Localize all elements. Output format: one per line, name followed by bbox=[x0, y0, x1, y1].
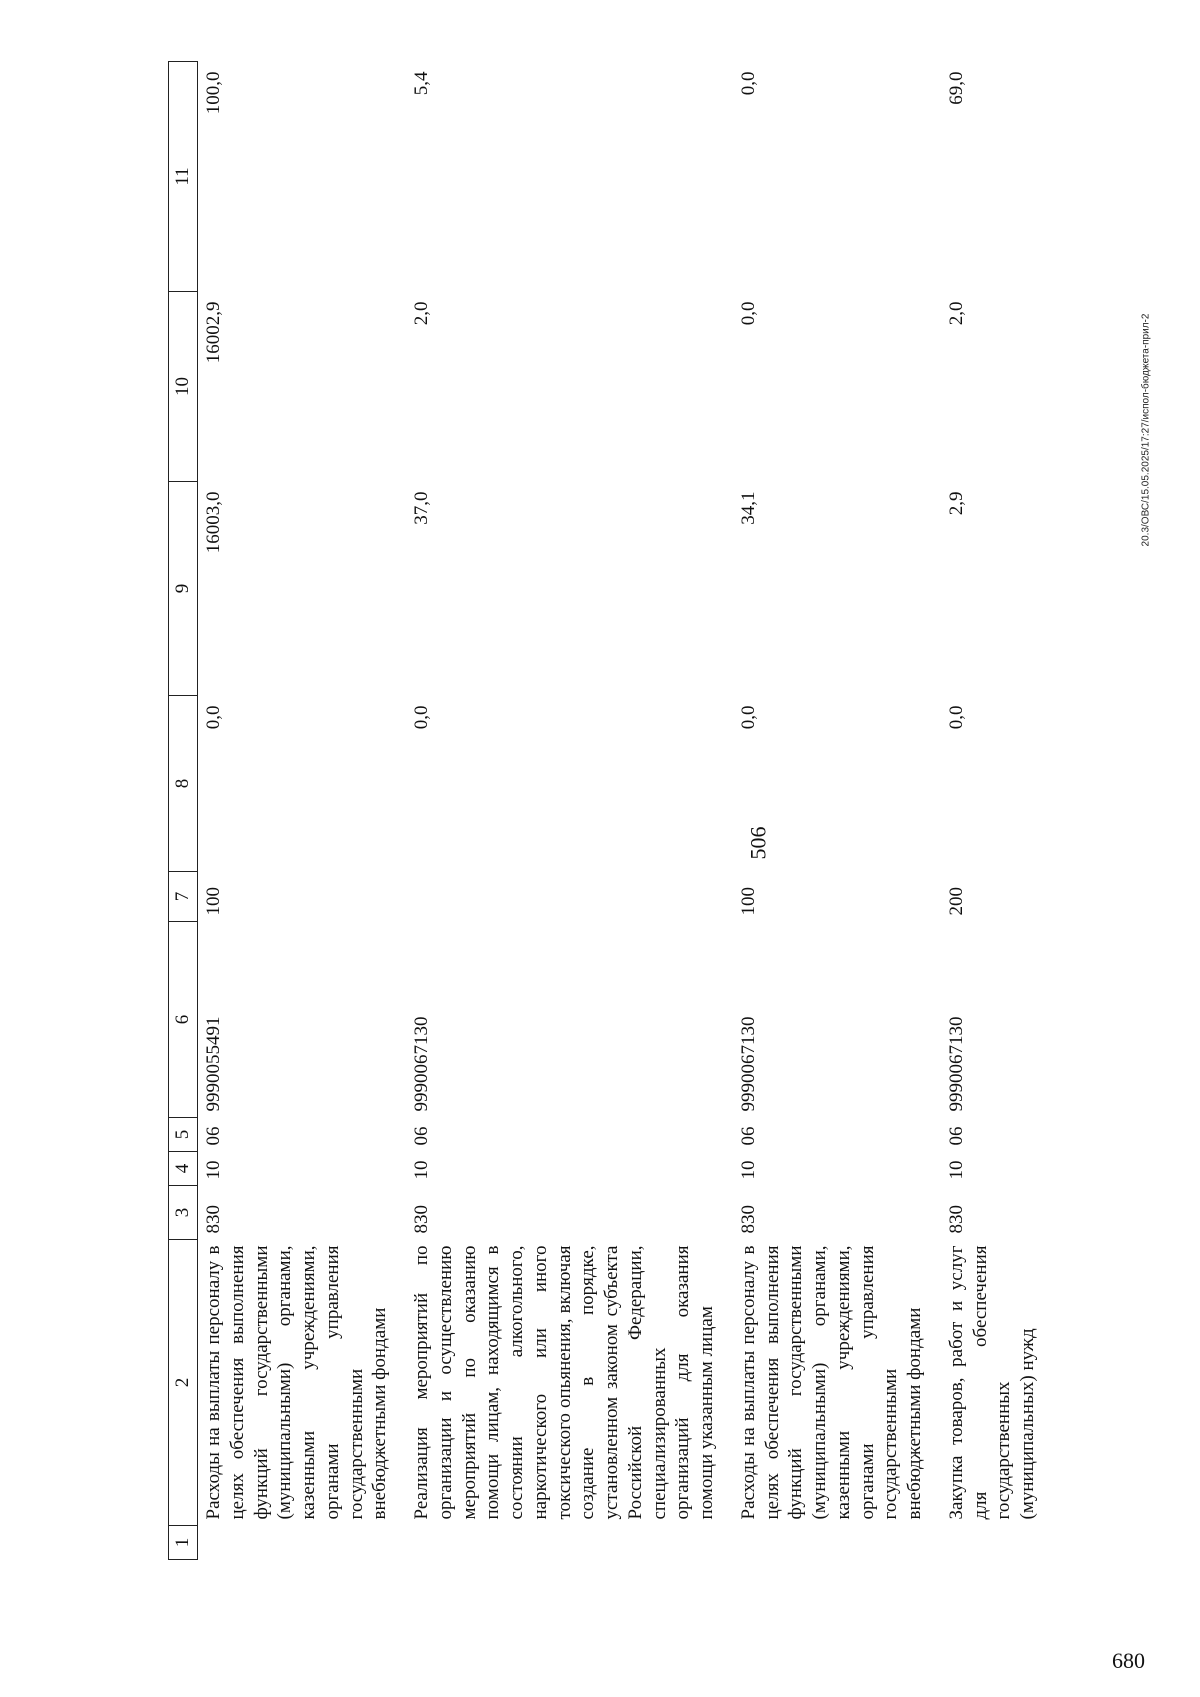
header-cell: 1 bbox=[169, 1526, 198, 1560]
table-row bbox=[406, 62, 733, 1560]
cell-col9: 16003,0 bbox=[203, 491, 224, 554]
cell-col8: 0,0 bbox=[411, 705, 432, 730]
header-cell: 7 bbox=[169, 872, 198, 922]
cell-col10: 2,0 bbox=[945, 301, 967, 326]
cell-col9: 34,1 bbox=[737, 491, 759, 525]
header-cell: 11 bbox=[169, 62, 198, 292]
cell-col11: 5,4 bbox=[411, 71, 432, 96]
page-number-top: 506 bbox=[745, 826, 771, 860]
cell-col11: 69,0 bbox=[945, 71, 967, 105]
cell-target-article: 9990067130 bbox=[737, 1016, 759, 1112]
cell-section: 10 bbox=[203, 1160, 224, 1180]
cell-col10: 2,0 bbox=[411, 301, 432, 326]
cell-subsection: 06 bbox=[737, 1126, 759, 1146]
cell-col8: 0,0 bbox=[945, 705, 967, 730]
cell-section: 10 bbox=[411, 1160, 432, 1180]
cell-target-article: 9990067130 bbox=[411, 1016, 432, 1112]
cell-section: 10 bbox=[737, 1160, 759, 1180]
table-row bbox=[733, 62, 941, 1560]
cell-expense-type: 100 bbox=[737, 887, 759, 916]
cell-subsection: 06 bbox=[203, 1126, 224, 1146]
header-cell: 5 bbox=[169, 1118, 198, 1152]
cell-col11: 0,0 bbox=[737, 71, 759, 96]
cell-ministry-code: 830 bbox=[737, 1205, 759, 1234]
budget-table bbox=[168, 61, 1054, 1560]
header-cell: 10 bbox=[169, 292, 198, 482]
cell-target-article: 9990055491 bbox=[203, 1016, 224, 1112]
cell-col10: 16002,9 bbox=[203, 301, 224, 364]
cell-section: 10 bbox=[945, 1160, 967, 1180]
row-description: Реализация мероприятий по организации и осуществлению мероприятий по оказанию помощи лицам, находящимся в состоянии алкогольного, наркотического или иного токсического опьянения, включая создание в порядке, установленном законом субъекта Российской Федерации, специализированных организаций для оказания помощи указанным лицам bbox=[411, 1245, 717, 1520]
page-number-bottom: 680 bbox=[1112, 1648, 1145, 1673]
rotated-table-wrapper bbox=[168, 62, 1038, 1560]
cell-col9: 2,9 bbox=[945, 491, 967, 516]
header-cell: 9 bbox=[169, 482, 198, 696]
table-row bbox=[198, 62, 407, 1560]
header-cell: 8 bbox=[169, 696, 198, 872]
row-description: Закупка товаров, работ и услуг для обеспечения государственных (муниципальных) нужд bbox=[945, 1245, 1038, 1520]
cell-expense-type: 200 bbox=[945, 887, 967, 916]
header-cell: 4 bbox=[169, 1152, 198, 1186]
cell-expense-type bbox=[406, 872, 733, 922]
cell-ministry-code: 830 bbox=[203, 1205, 224, 1234]
cell-col9: 37,0 bbox=[411, 491, 432, 525]
cell-ministry-code: 830 bbox=[411, 1205, 432, 1234]
header-cell: 3 bbox=[169, 1186, 198, 1240]
row-description: Расходы на выплаты персоналу в целях обеспечения выполнения функций государственными (муниципальными) органами, казенными учреждениями, органами управления государственными внебюджетными фондами bbox=[737, 1245, 925, 1520]
document-footer-code: 20.3/ОВС/15.05.2025/17:27/испол-бюджета-прил-2 bbox=[1140, 313, 1152, 547]
cell-expense-type: 100 bbox=[203, 887, 224, 916]
table-header-row bbox=[169, 62, 198, 1560]
cell-col8: 0,0 bbox=[737, 705, 759, 730]
cell-col11: 100,0 bbox=[203, 71, 224, 115]
header-cell: 2 bbox=[169, 1240, 198, 1526]
cell-col8: 0,0 bbox=[203, 705, 224, 730]
cell-col10: 0,0 bbox=[737, 301, 759, 326]
header-cell: 6 bbox=[169, 922, 198, 1118]
cell-subsection: 06 bbox=[945, 1126, 967, 1146]
table-row bbox=[941, 62, 1054, 1560]
cell-target-article: 9990067130 bbox=[945, 1016, 967, 1112]
cell-ministry-code: 830 bbox=[945, 1205, 967, 1234]
cell-subsection: 06 bbox=[411, 1126, 432, 1146]
row-description: Расходы на выплаты персоналу в целях обеспечения выполнения функций государственными (муниципальными) органами, казенными учреждениями, органами управления государственными внебюджетными фондами bbox=[203, 1245, 391, 1520]
